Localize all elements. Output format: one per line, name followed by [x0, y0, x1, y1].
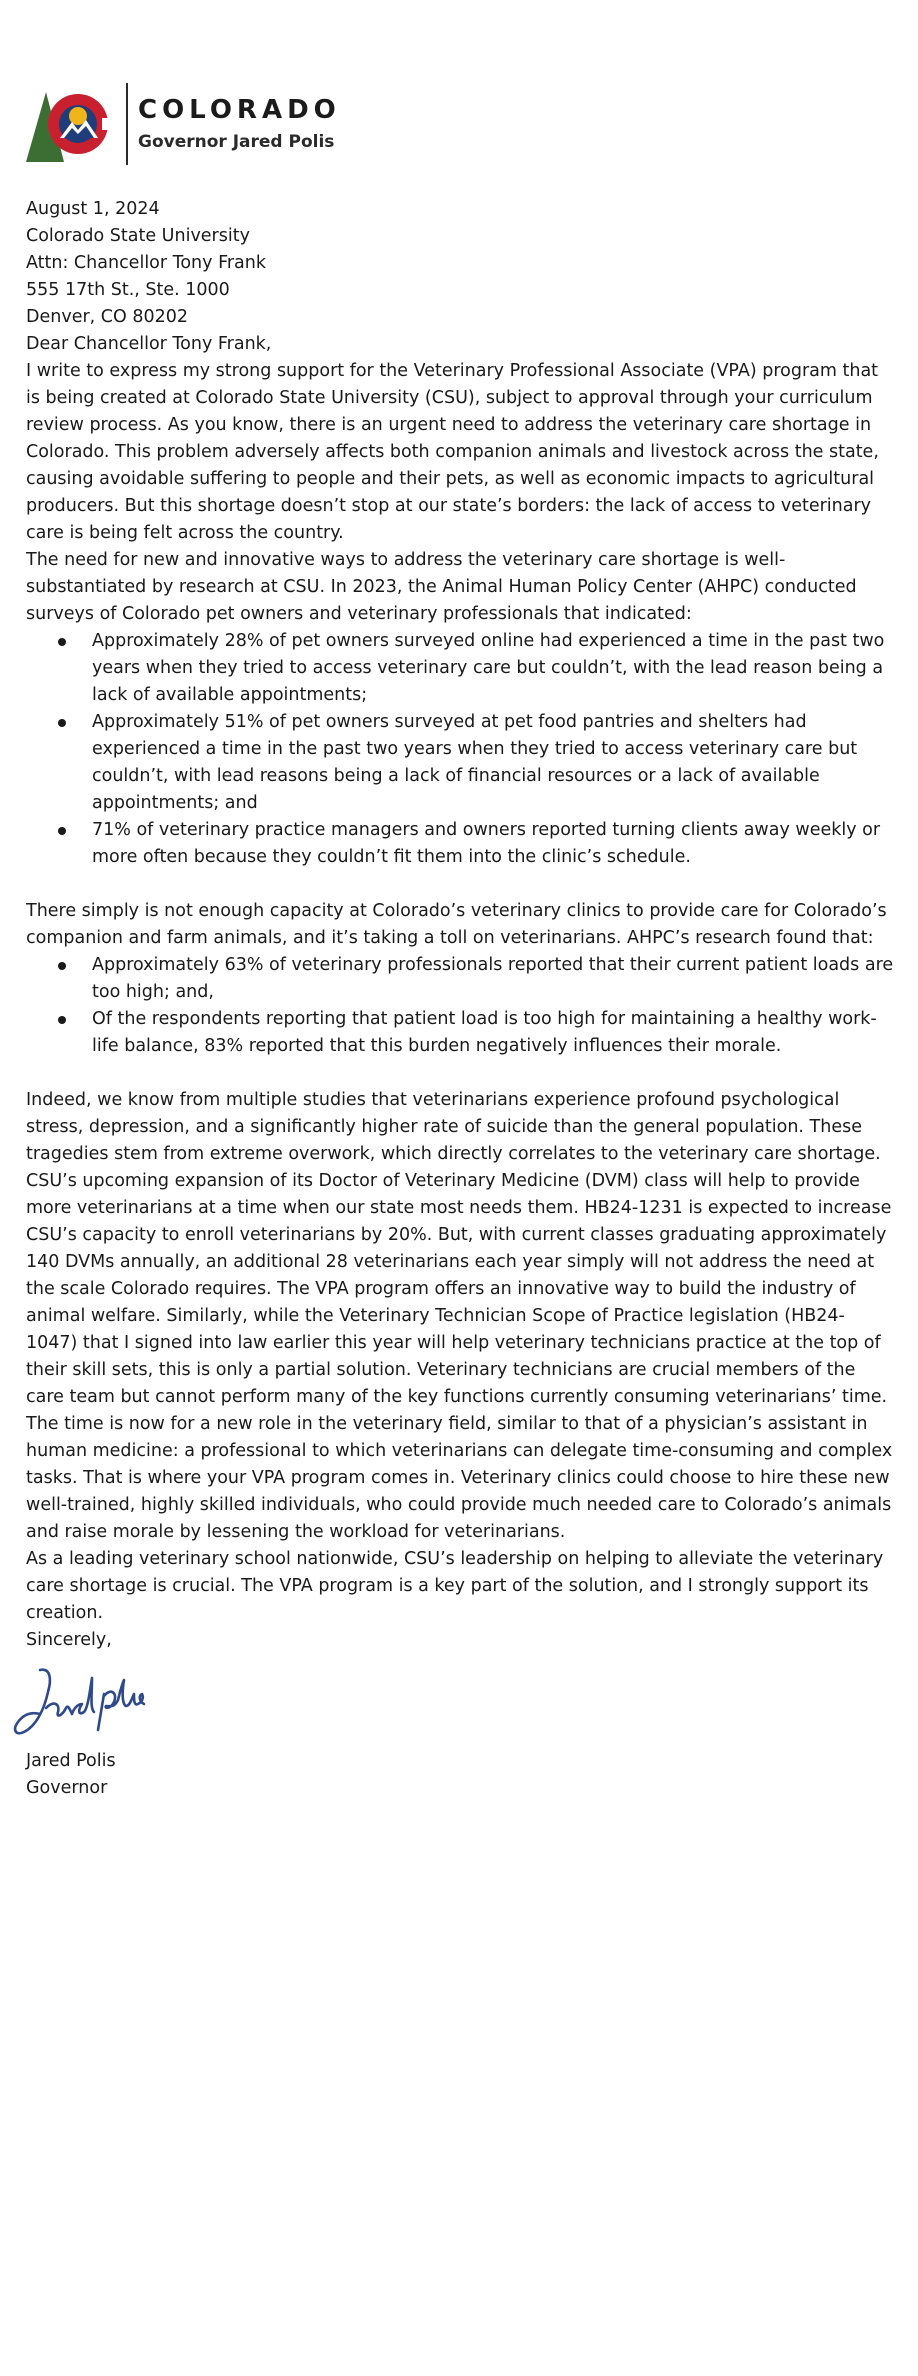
letterhead-office: Governor Jared Polis — [138, 132, 335, 152]
signer-title: Governor — [26, 1778, 108, 1798]
research-findings-list — [26, 952, 896, 1060]
recipient-line: Denver, CO 80202 — [26, 307, 189, 327]
list-item-text: Approximately 28% of pet owners surveyed online had experienced a time in the past two years when they tried to access veterinary care but couldn’t, with the lead reason being a lack of available appointments; — [92, 631, 885, 705]
list-item-text: Approximately 51% of pet owners surveyed at pet food pantries and shelters had experienced a time in the past two years when they tried to access veterinary care but couldn’t, with lead reasons being a lack of financial resources or a lack of available appointments; and — [92, 712, 858, 813]
list-item — [26, 817, 896, 871]
list-item — [26, 709, 896, 817]
recipient-line: 555 17th St., Ste. 1000 — [26, 280, 230, 300]
signer-name: Jared Polis — [26, 1751, 116, 1771]
paragraph-6: The time is now for a new role in the veterinary field, similar to that of a physician’s assistant in human medicine: a professional to which veterinarians can delegate time-consuming and complex tasks. That is where your VPA program comes in. Veterinary clinics could choose to hire these new well-trained, highly skilled individuals, who could provide much needed care to Colorado’s animals and raise morale by lessening the workload for veterinarians. — [26, 1414, 893, 1542]
bullet-icon — [58, 719, 66, 727]
paragraph-7: As a leading veterinary school nationwide, CSU’s leadership on helping to alleviate the veterinary care shortage is crucial. The VPA program is a key part of the solution, and I strongly support its creation. — [26, 1549, 884, 1623]
bullet-icon — [58, 827, 66, 835]
list-item-text: Approximately 63% of veterinary professionals reported that their current patient loads are too high; and, — [92, 955, 894, 1002]
closing: Sincerely, — [26, 1630, 112, 1650]
list-item-text: 71% of veterinary practice managers and owners reported turning clients away weekly or more often because they couldn’t fit them into the clinic’s schedule. — [92, 820, 881, 867]
list-item — [26, 952, 896, 1006]
recipient-line: Attn: Chancellor Tony Frank — [26, 253, 267, 273]
letter-body — [26, 196, 896, 1802]
bullet-icon — [58, 962, 66, 970]
letterhead-state: COLORADO — [138, 95, 341, 125]
letterhead-divider — [126, 83, 128, 165]
paragraph-1: I write to express my strong support for the Veterinary Professional Associate (VPA) program that is being created at Colorado State University (CSU), subject to approval through your curriculum review process. As you know, there is an urgent need to address the veterinary care shortage in Colorado. This problem adversely affects both companion animals and livestock across the state, causing avoidable suffering to people and their pets, as well as economic impacts to agricultural producers. But this shortage doesn’t stop at our state’s borders: the lack of access to veterinary care is being felt across the country. — [26, 361, 879, 543]
letterhead-text — [138, 95, 341, 153]
salutation: Dear Chancellor Tony Frank, — [26, 334, 272, 354]
recipient-address — [26, 223, 896, 331]
letter-date: August 1, 2024 — [26, 199, 160, 219]
colorado-logo-icon — [24, 84, 120, 164]
list-item-text: Of the respondents reporting that patient load is too high for maintaining a healthy work-life balance, 83% reported that this burden negatively influences their morale. — [92, 1009, 877, 1056]
survey-findings-list — [26, 628, 896, 871]
paragraph-2: The need for new and innovative ways to address the veterinary care shortage is well-substantiated by research at CSU. In 2023, the Animal Human Policy Center (AHPC) conducted surveys of Colorado pet owners and veterinary professionals that indicated: — [26, 550, 857, 624]
list-item — [26, 628, 896, 709]
paragraph-5: CSU’s upcoming expansion of its Doctor of Veterinary Medicine (DVM) class will help to provide more veterinarians at a time when our state most needs them. HB24-1231 is expected to increase CSU’s capacity to enroll veterinarians by 20%. But, with current classes graduating approximately 140 DVMs annually, an additional 28 veterinarians each year simply will not address the need at the scale Colorado requires. The VPA program offers an innovative way to build the industry of animal welfare. Similarly, while the Veterinary Technician Scope of Practice legislation (HB24-1047) that I signed into law earlier this year will help veterinary technicians practice at the top of their skill sets, this is only a partial solution. Veterinary technicians are crucial members of the care team but cannot perform many of the key functions currently consuming veterinarians’ time. — [26, 1171, 892, 1407]
paragraph-4: Indeed, we know from multiple studies that veterinarians experience profound psychological stress, depression, and a significantly higher rate of suicide than the general population. These tragedies stem from extreme overwork, which directly correlates to the veterinary care shortage. — [26, 1090, 881, 1164]
list-item — [26, 1006, 896, 1060]
letterhead — [24, 84, 341, 164]
bullet-icon — [58, 1016, 66, 1024]
paragraph-3: There simply is not enough capacity at Colorado’s veterinary clinics to provide care for Colorado’s companion and farm animals, and it’s taking a toll on veterinarians. AHPC’s research found that: — [26, 901, 887, 948]
recipient-line: Colorado State University — [26, 226, 250, 246]
signature-icon — [10, 1660, 160, 1740]
bullet-icon — [58, 638, 66, 646]
